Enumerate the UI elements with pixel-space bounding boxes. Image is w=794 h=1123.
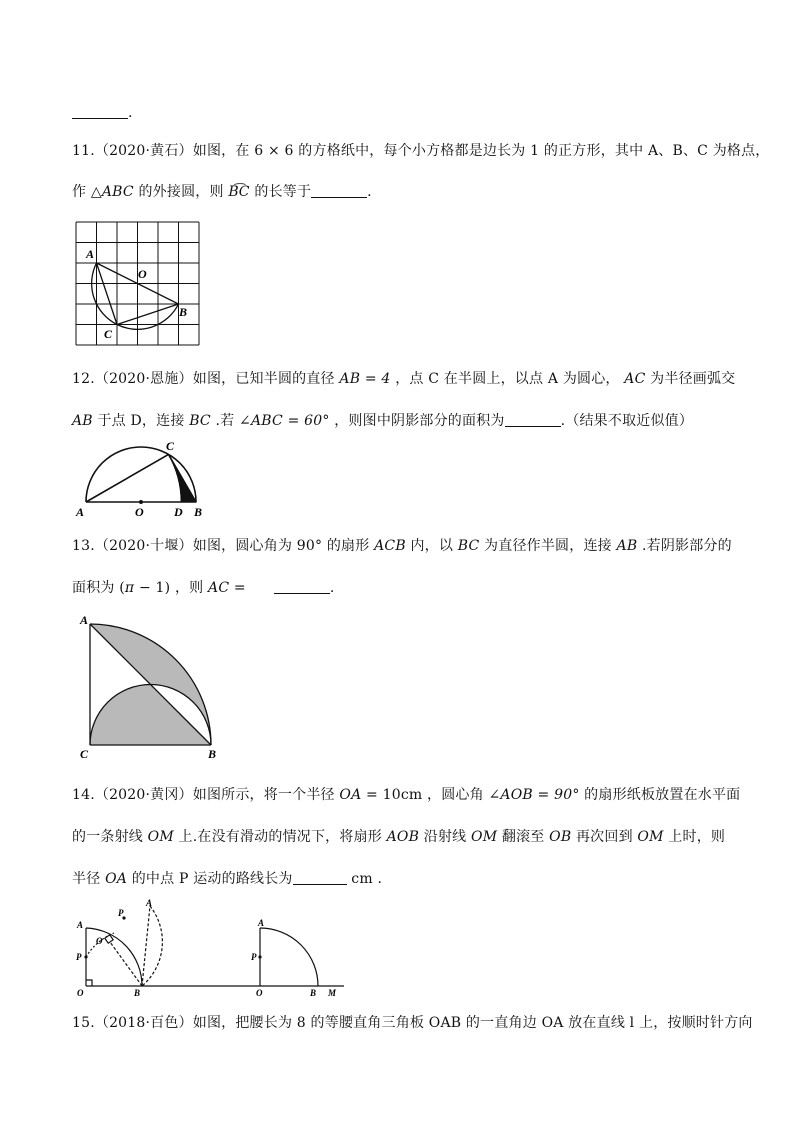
q11-label-a: A (86, 247, 95, 261)
q14-label-o-left: O (77, 988, 84, 998)
q13-label-a: A (80, 613, 89, 627)
q11-line-1: 11.（2020·黄石）如图，在 6 × 6 的方格纸中，每个小方格都是边长为 1 的正方形，其中 A、B、C 为格点， (72, 143, 770, 159)
q14-label-b-left: B (134, 988, 141, 998)
q11-label-b: B (179, 305, 188, 319)
q14-line-1: 14.（2020·黄冈）如图所示，将一个半径 OA = 10cm ，圆心角 ∠AOB = 90° 的扇形纸板放置在水平面 (72, 787, 741, 803)
q12-label-b: B (194, 505, 203, 518)
q14-answer-blank (293, 870, 347, 885)
q12-answer-blank (505, 412, 561, 427)
q11-answer-blank (311, 183, 367, 198)
q14-label-a-right: A (258, 918, 265, 928)
q12-label-d: D (174, 505, 183, 518)
q11-label-c: C (104, 327, 113, 341)
q14-line-2: 的一条射线 OM 上.在没有滑动的情况下，将扇形 AOB 沿射线 OM 翻滚至 OB 再次回到 OM 上时，则 (72, 829, 726, 845)
q11-line-2: 作 △ABC 的外接圆，则 B͡C 的长等于 . (72, 184, 372, 200)
q11-label-o: O (138, 267, 147, 281)
q12-label-o: O (135, 505, 144, 518)
q14-label-b-right: B (310, 988, 317, 998)
q13-answer-blank (274, 579, 330, 594)
q14-label-m: M (328, 988, 337, 998)
q13-label-b: B (208, 747, 217, 761)
q12-line-2: AB 于点 D，连接 BC .若 ∠ABC = 60° ，则图中阴影部分的面积为 .（结果不取近似值） (72, 413, 694, 429)
q15-line-1: 15.（2018·百色）如图，把腰长为 8 的等腰直角三角板 OAB 的一直角边 OA 放在直线 l 上，按顺时针方向 (72, 1015, 753, 1031)
q14-label-p-right: P (251, 952, 257, 962)
answer-blank (72, 104, 128, 119)
top-answer-blank: . (72, 104, 133, 121)
q14-label-p-left: P (76, 952, 82, 962)
q11-grid-figure (72, 218, 202, 346)
q14-label-o-rotated: O (96, 936, 103, 946)
q13-line-1: 13.（2020·十堰）如图，圆心角为 90° 的扇形 ACB 内，以 BC 为直径作半圆，连接 AB .若阴影部分的 (72, 538, 732, 554)
q12-label-c: C (166, 439, 175, 453)
q12-label-a: A (76, 505, 85, 518)
q14-line-3: 半径 OA 的中点 P 运动的路线长为 cm . (72, 871, 383, 887)
q14-label-a-rotated: A (146, 898, 153, 908)
q14-label-a-left: A (77, 920, 84, 930)
q13-label-c: C (80, 747, 89, 761)
q14-label-p-rotated: P (118, 908, 124, 918)
q14-label-o-right: O (256, 988, 263, 998)
q12-semicircle-figure (72, 436, 212, 518)
q13-line-2: 面积为 (π − 1) ，则 AC = . (72, 580, 335, 596)
q13-sector-figure (72, 612, 222, 762)
q12-line-1: 12.（2020·恩施）如图，已知半圆的直径 AB = 4 ，点 C 在半圆上，以点 A 为圆心， AC 为半径画弧交 (72, 371, 736, 387)
q14-rolling-sector-figure (72, 896, 352, 998)
